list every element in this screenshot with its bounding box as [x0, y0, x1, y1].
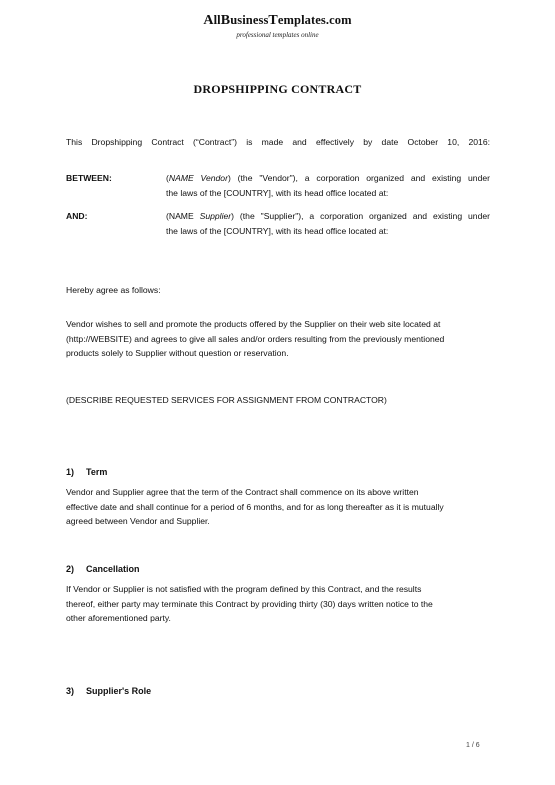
paragraph-line: products solely to Supplier without question or reservation. [66, 348, 289, 358]
page-number: 1 / 6 [466, 742, 480, 749]
and-text [166, 209, 490, 238]
paragraph-line: other aforementioned party. [66, 613, 171, 623]
document-title: DROPSHIPPING CONTRACT [193, 82, 362, 96]
purpose-paragraph [66, 317, 490, 361]
vendor-name-placeholder: NAME Vendor [168, 173, 228, 183]
between-text [166, 171, 490, 200]
describe-services-placeholder: (DESCRIBE REQUESTED SERVICES FOR ASSIGNMENT FROM CONTRACTOR) [66, 395, 387, 405]
paragraph-line: effective date and shall continue for a period of 6 months, and for as long thereafter as it is mutually [66, 501, 444, 512]
and-line-2: the laws of the [COUNTRY], with its head office located at: [166, 225, 389, 236]
section-heading-cancellation: 2) Cancellation [66, 564, 140, 574]
hereby-statement: Hereby agree as follows: [66, 285, 161, 295]
site-tagline: professional templates online [236, 31, 319, 39]
between-line-1: (NAME Vendor) (the "Vendor"), a corporation organized and existing under [166, 173, 490, 183]
site-logo: AllBusinessTemplates.com [203, 13, 352, 28]
supplier-name-placeholder: Supplier [199, 211, 232, 221]
between-label: BETWEEN: [66, 173, 112, 183]
section-body-cancellation [66, 582, 490, 626]
and-label: AND: [66, 211, 88, 221]
section-body-term [66, 485, 490, 529]
paragraph-line: Vendor and Supplier agree that the term of the Contract shall commence on its above written [66, 487, 419, 497]
section-heading-suppliers-role: 3) Supplier's Role [66, 686, 152, 696]
paragraph-line: Vendor wishes to sell and promote the products offered by the Supplier on their web site located at [66, 319, 441, 329]
paragraph-line: thereof, either party may terminate this Contract by providing thirty (30) days written notice to the [66, 598, 433, 609]
section-heading-term: 1) Term [66, 467, 108, 477]
intro-paragraph: This Dropshipping Contract (“Contract”) is made and effectively by date October 10, 2016: [66, 137, 490, 147]
paragraph-line: If Vendor or Supplier is not satisfied with the program defined by this Contract, and the results [66, 584, 422, 594]
paragraph-line: agreed between Vendor and Supplier. [66, 516, 210, 526]
between-line-2: the laws of the [COUNTRY], with its head office located at: [166, 187, 389, 198]
paragraph-line: (http://WEBSITE) and agrees to give all sales and/or orders resulting from the previously mentioned [66, 333, 445, 344]
and-line-1: (NAME Supplier) (the "Supplier"), a corporation organized and existing under [166, 211, 490, 221]
